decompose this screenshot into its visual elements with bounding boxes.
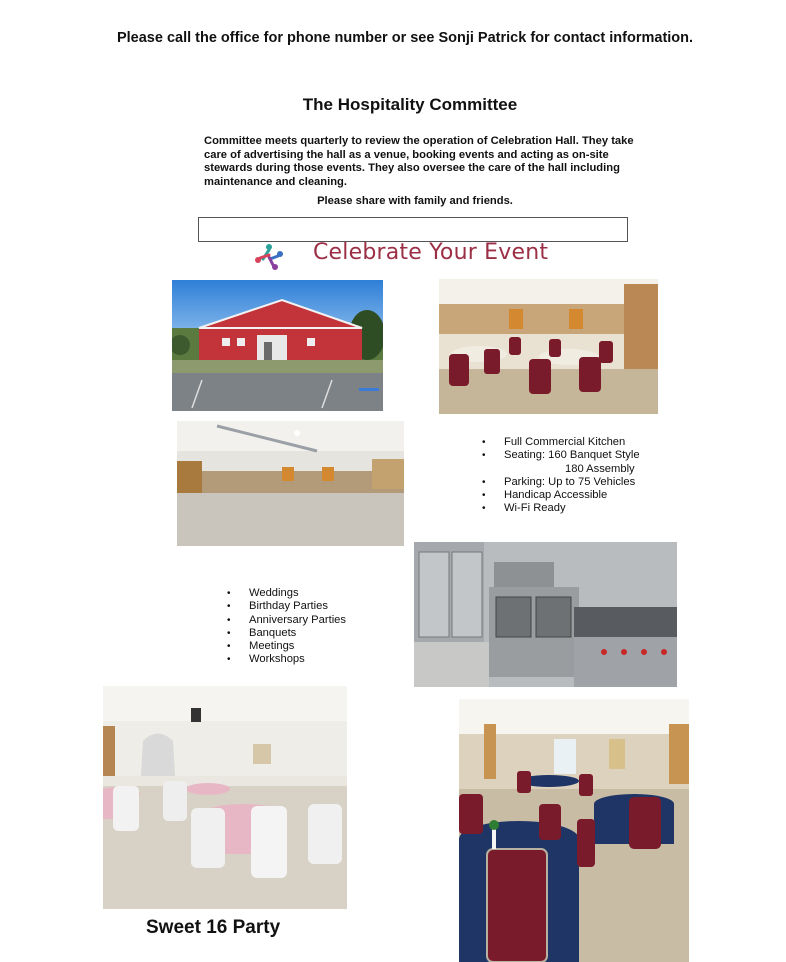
event-types-container <box>227 587 346 667</box>
event-types-list <box>227 587 346 667</box>
event-type-item: • Workshops <box>227 653 346 666</box>
event-type-item: • Weddings <box>227 587 346 600</box>
contact-note: Please call the office for phone number or see Sonji Patrick for contact information. <box>116 30 694 46</box>
committee-title: The Hospitality Committee <box>302 95 518 114</box>
feature-item: • Handicap Accessible <box>482 489 640 502</box>
feature-item: • Wi-Fi Ready <box>482 502 640 515</box>
features-list <box>482 436 640 516</box>
event-type-item: • Meetings <box>227 640 346 653</box>
hall-exterior-photo <box>172 280 383 411</box>
empty-hall-photo <box>177 421 404 546</box>
feature-item: • Seating: 160 Banquet Style <box>482 449 640 462</box>
feature-item: • Parking: Up to 75 Vehicles <box>482 476 640 489</box>
banquet-seating-photo <box>439 279 658 414</box>
four-people-logo-icon <box>252 243 286 271</box>
event-type-item: • Banquets <box>227 627 346 640</box>
share-note: Please share with family and friends. <box>317 195 513 207</box>
kitchen-photo <box>414 542 677 687</box>
features-list-container <box>482 436 640 516</box>
feature-item: 180 Assembly <box>565 462 635 475</box>
sweet16-caption: Sweet 16 Party <box>146 917 281 938</box>
sweet16-party-photo <box>103 686 347 909</box>
banner-title: Celebrate Your Event <box>313 240 549 265</box>
event-type-item: • Birthday Parties <box>227 600 346 613</box>
navy-banquet-photo <box>459 699 689 962</box>
committee-description: Committee meets quarterly to review the operation of Celebration Hall. They take care of advertising the hall as a venue, booking events and acting as on-site stewards during those events. They also oversee the care of the hall including maintenance and cleaning. <box>204 135 634 188</box>
empty-text-box <box>198 217 628 242</box>
feature-item: • Full Commercial Kitchen <box>482 436 640 449</box>
event-type-item: • Anniversary Parties <box>227 614 346 627</box>
